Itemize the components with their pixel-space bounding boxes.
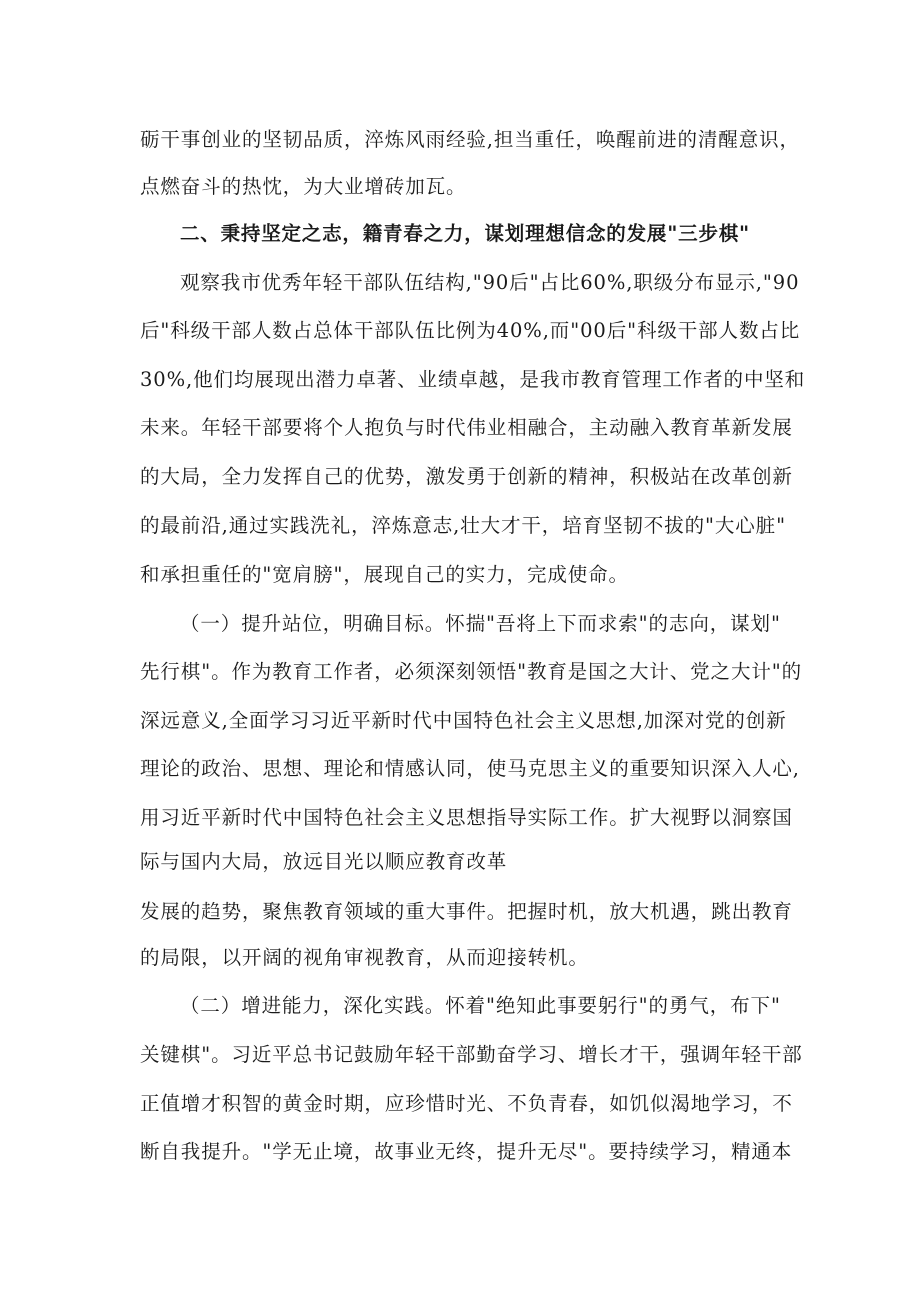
body-text-line: 关键棋"。习近平总书记鼓励年轻干部勤奋学习、增长才干，强调年轻干部 <box>140 1043 803 1066</box>
body-text-line: 深远意义,全面学习习近平新时代中国特色社会主义思想,加深对党的创新 <box>140 709 787 732</box>
body-text-line: 砺干事创业的坚韧品质，淬炼风雨经验,担当重任，唤醒前进的清醒意识， <box>140 128 800 151</box>
body-text-line: 观察我市优秀年轻干部队伍结构,"90后"占比60%,职级分布显示,"90 <box>180 271 800 294</box>
body-text-line: 和承担重任的"宽肩膀"，展现自己的实力，完成使命。 <box>140 563 629 586</box>
body-text-line: 际与国内大局，放远目光以顺应教育改革 <box>140 850 508 873</box>
body-text-line: 断自我提升。"学无止境，故事业无终，提升无尽"。要持续学习，精通本 <box>140 1140 793 1163</box>
body-text-line: 30%,他们均展现出潜力卓著、业绩卓越，是我市教育管理工作者的中坚和 <box>140 368 806 391</box>
body-text-line: 发展的趋势，聚焦教育领域的重大事件。把握时机，放大机遇，跳出教育 <box>140 900 793 923</box>
body-text-line: 的局限，以开阔的视角审视教育，从而迎接转机。 <box>140 946 589 969</box>
body-text-line: （二）增进能力，深化实践。怀着"绝知此事要躬行"的勇气，布下" <box>180 994 781 1017</box>
section-heading: 二、秉持坚定之志，籍青春之力，谋划理想信念的发展"三步棋" <box>180 222 751 245</box>
body-text-line: 用习近平新时代中国特色社会主义思想指导实际工作。扩大视野以洞察国 <box>140 806 793 829</box>
body-text-line: 理论的政治、思想、理论和情感认同，使马克思主义的重要知识深入人心, <box>140 757 800 780</box>
body-text-line: （一）提升站位，明确目标。怀揣"吾将上下而求索"的志向，谋划" <box>180 612 781 635</box>
body-text-line: 的大局，全力发挥自己的优势，激发勇于创新的精神，积极站在改革创新 <box>140 465 793 488</box>
body-text-line: 正值增才积智的黄金时期，应珍惜时光、不负青春，如饥似渴地学习，不 <box>140 1092 793 1115</box>
body-text-line: 点燃奋斗的热忱，为大业增砖加瓦。 <box>140 175 467 198</box>
body-text-line: 的最前沿,通过实践洗礼，淬炼意志,壮大才干，培育坚韧不拔的"大心脏" <box>140 514 786 537</box>
body-text-line: 先行棋"。作为教育工作者，必须深刻领悟"教育是国之大计、党之大计"的 <box>140 660 803 683</box>
body-text-line: 未来。年轻干部要将个人抱负与时代伟业相融合，主动融入教育革新发展 <box>140 416 793 439</box>
body-text-line: 后"科级干部人数占总体干部队伍比例为40%,而"00后"科级干部人数占比 <box>140 319 801 342</box>
